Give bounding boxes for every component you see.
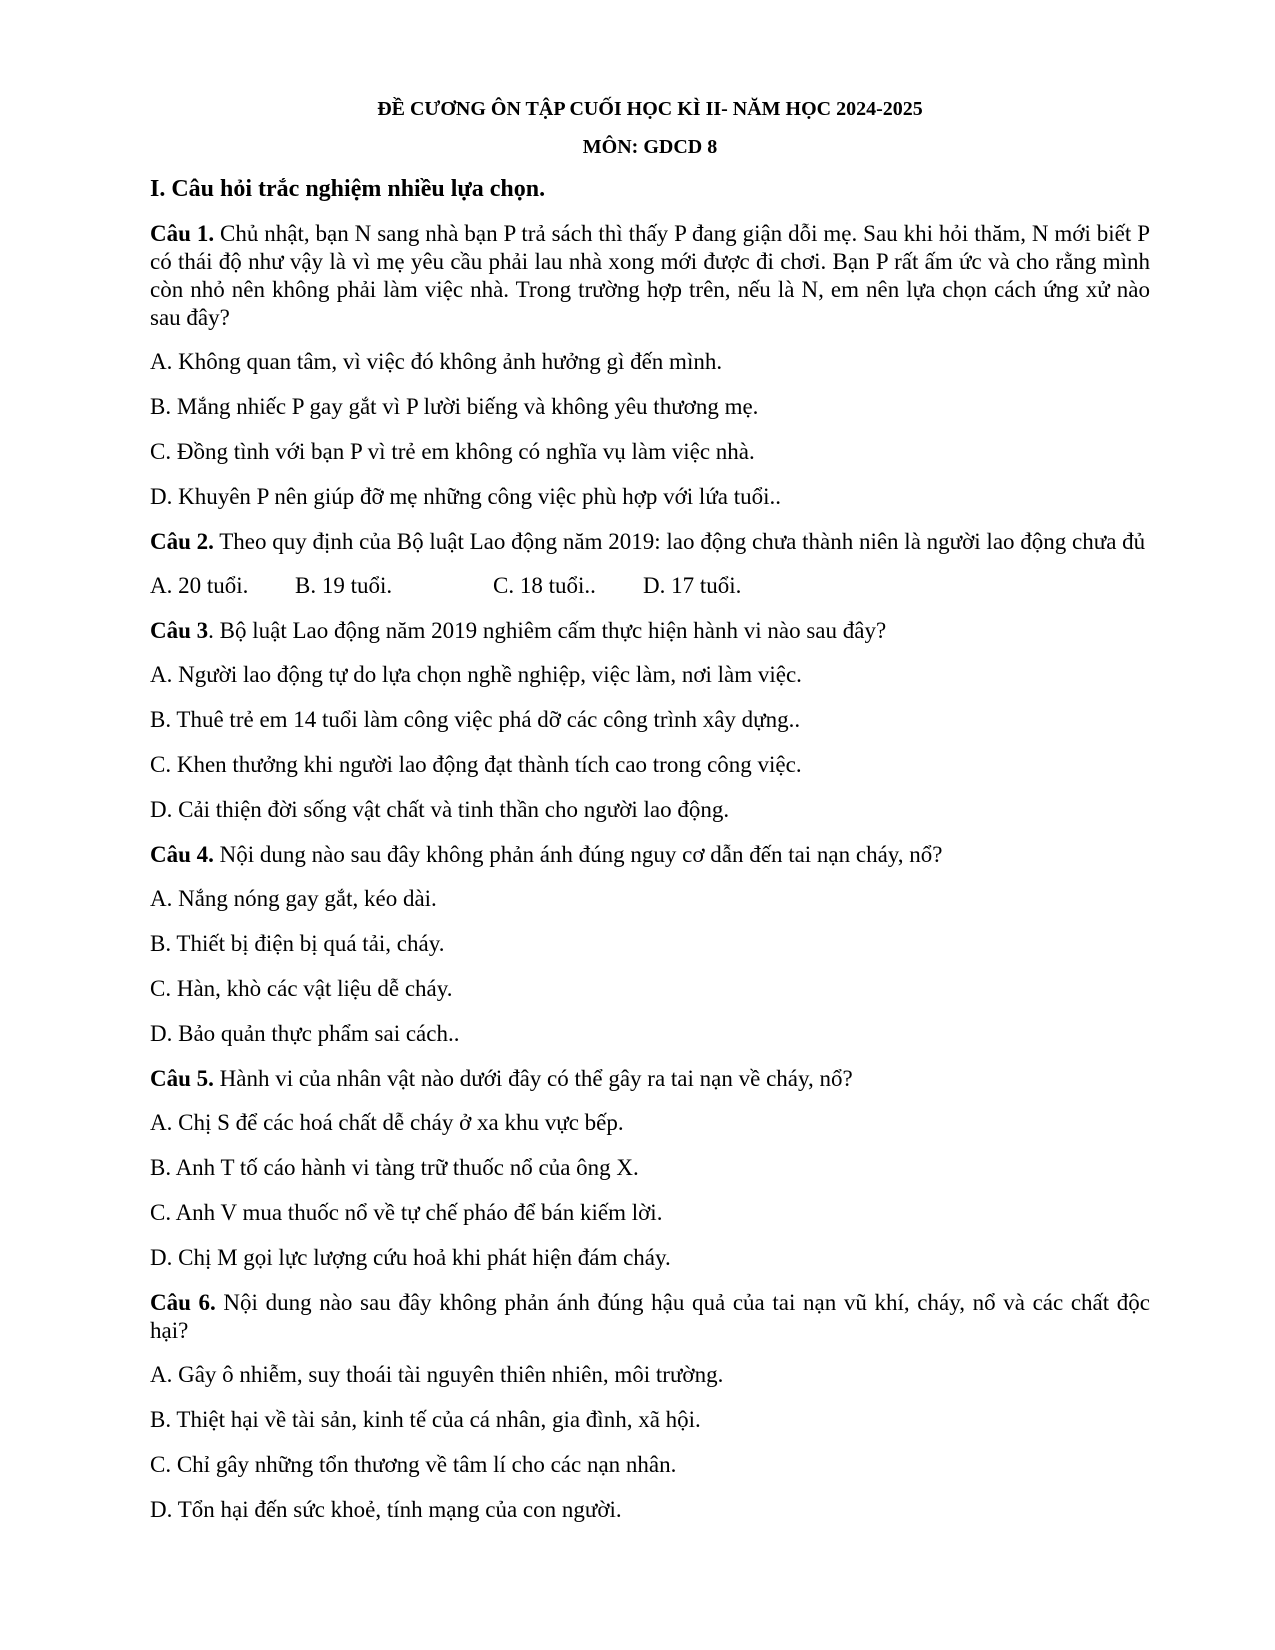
options-row-2 xyxy=(150,572,1150,600)
question-1 xyxy=(150,220,1150,332)
option-2b: B. 19 tuổi. xyxy=(295,573,393,598)
option-5b: B. Anh T tố cáo hành vi tàng trữ thuốc nổ của ông X. xyxy=(150,1155,639,1180)
question-5 xyxy=(150,1065,1150,1093)
option-2d: D. 17 tuổi. xyxy=(643,573,742,598)
option-6a: A. Gây ô nhiễm, suy thoái tài nguyên thiên nhiên, môi trường. xyxy=(150,1362,724,1387)
document-subject: MÔN: GDCD 8 xyxy=(582,136,718,158)
question-text: Nội dung nào sau đây không phản ánh đúng hậu quả của tai nạn vũ khí, cháy, nổ và các chất độc hại? xyxy=(150,1290,1151,1343)
option-1d: D. Khuyên P nên giúp đỡ mẹ những công việc phù hợp với lứa tuổi.. xyxy=(150,484,782,509)
question-4 xyxy=(150,841,1150,869)
option-5d: D. Chị M gọi lực lượng cứu hoả khi phát hiện đám cháy. xyxy=(150,1245,671,1270)
question-3 xyxy=(150,617,1150,645)
option-3d: D. Cải thiện đời sống vật chất và tinh thần cho người lao động. xyxy=(150,797,730,822)
section-title: I. Câu hỏi trắc nghiệm nhiều lựa chọn. xyxy=(150,176,546,202)
question-text: Hành vi của nhân vật nào dưới đây có thể gây ra tai nạn về cháy, nổ? xyxy=(213,1066,853,1091)
document-page xyxy=(150,96,1150,1541)
option-1b: B. Mắng nhiếc P gay gắt vì P lười biếng và không yêu thương mẹ. xyxy=(150,394,759,419)
option-4c: C. Hàn, khò các vật liệu dễ cháy. xyxy=(150,976,453,1001)
option-4d: D. Bảo quản thực phẩm sai cách.. xyxy=(150,1021,460,1046)
option-6c: C. Chỉ gây những tổn thương về tâm lí cho các nạn nhân. xyxy=(150,1452,677,1477)
question-label: Câu 2. xyxy=(150,529,214,554)
option-3a: A. Người lao động tự do lựa chọn nghề nghiệp, việc làm, nơi làm việc. xyxy=(150,662,802,687)
question-label: Câu 4. xyxy=(150,842,214,867)
option-1c: C. Đồng tình với bạn P vì trẻ em không có nghĩa vụ làm việc nhà. xyxy=(150,439,755,464)
option-5c: C. Anh V mua thuốc nổ về tự chế pháo để bán kiếm lời. xyxy=(150,1200,663,1225)
question-6 xyxy=(150,1289,1150,1345)
option-6b: B. Thiệt hại về tài sản, kinh tế của cá nhân, gia đình, xã hội. xyxy=(150,1407,701,1432)
question-label: Câu 3 xyxy=(150,618,209,643)
question-text: Theo quy định của Bộ luật Lao động năm 2019: lao động chưa thành niên là người lao động chưa đủ xyxy=(213,529,1146,554)
question-text: Chủ nhật, bạn N sang nhà bạn P trả sách thì thấy P đang giận dỗi mẹ. Sau khi hỏi thăm, N mới biết P có thái độ như vậy là vì mẹ yêu cầu phải lau nhà xong mới được đi chơi. Bạn P rất ấm ức và cho rằng mình còn nhỏ nên không phải làm việc nhà. Trong trường hợp trên, nếu là N, em nên lựa chọn cách ứng xử nào sau đây? xyxy=(150,221,1150,330)
option-4b: B. Thiết bị điện bị quá tải, cháy. xyxy=(150,931,445,956)
option-1a: A. Không quan tâm, vì việc đó không ảnh hưởng gì đến mình. xyxy=(150,349,723,374)
question-text: . Bộ luật Lao động năm 2019 nghiêm cấm thực hiện hành vi nào sau đây? xyxy=(208,618,887,643)
option-3c: C. Khen thưởng khi người lao động đạt thành tích cao trong công việc. xyxy=(150,752,802,777)
option-4a: A. Nắng nóng gay gắt, kéo dài. xyxy=(150,886,437,911)
document-title: ĐỀ CƯƠNG ÔN TẬP CUỐI HỌC KÌ II- NĂM HỌC 2024-2025 xyxy=(377,98,923,120)
question-2 xyxy=(150,528,1150,556)
question-text: Nội dung nào sau đây không phản ánh đúng nguy cơ dẫn đến tai nạn cháy, nổ? xyxy=(213,842,943,867)
question-label: Câu 6. xyxy=(150,1290,216,1315)
option-5a: A. Chị S để các hoá chất dễ cháy ở xa khu vực bếp. xyxy=(150,1110,624,1135)
option-2a: A. 20 tuổi. xyxy=(150,573,249,598)
question-label: Câu 5. xyxy=(150,1066,214,1091)
option-2c: C. 18 tuổi.. xyxy=(493,573,596,598)
option-6d: D. Tổn hại đến sức khoẻ, tính mạng của con người. xyxy=(150,1497,622,1522)
option-3b: B. Thuê trẻ em 14 tuổi làm công việc phá dỡ các công trình xây dựng.. xyxy=(150,707,801,732)
question-label: Câu 1. xyxy=(150,221,215,246)
